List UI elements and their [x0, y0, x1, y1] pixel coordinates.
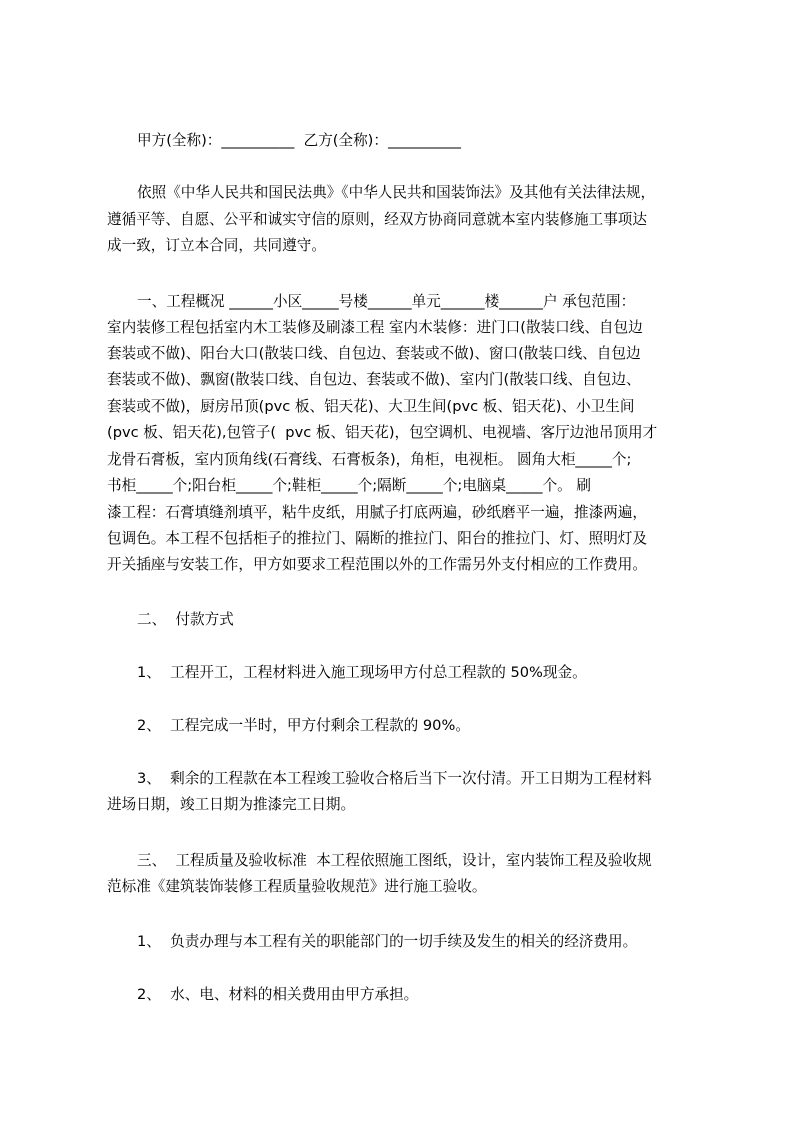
intro-line-1: 依照《中华人民共和国民法典》《中华人民共和国装饰法》及其他有关法律法规，	[137, 184, 656, 201]
section1-line-6: (pvc 板、铝天花),包管子( pvc 板、铝天花)，包空调机、电视墙、客厅边池吊顶用才	[107, 424, 658, 441]
responsibility-item-1: 1、 负责办理与本工程有关的职能部门的一切手续及发生的相关的经济费用。	[137, 933, 638, 950]
intro-line-2: 遵循平等、自愿、公平和诚实守信的原则，经双方协商同意就本室内装修施工事项达	[107, 211, 647, 228]
section1-line-3: 套装或不做)、阳台大口(散装口线、自包边、套装或不做)、窗口(散装口线、自包边	[107, 345, 641, 362]
section1-line-1: 一、工程概况 ______小区_____号楼______单元______楼______户 承包范围：	[137, 293, 636, 310]
section2-title: 二、 付款方式	[137, 611, 234, 628]
payment-item-3-line-2: 进场日期，竣工日期为推漆完工日期。	[107, 796, 356, 813]
payment-item-3-line-1: 3、 剩余的工程款在本工程竣工验收合格后当下一次付清。开工日期为工程材料	[137, 770, 652, 787]
intro-line-3: 成一致，订立本合同，共同遵守。	[107, 237, 326, 254]
section1-line-11: 开关插座与安装工作，甲方如要求工程范围以外的工作需另外支付相应的工作费用。	[107, 556, 647, 573]
parties-line: 甲方(全称)：__________ 乙方(全称)：__________	[137, 132, 461, 149]
section1-line-9: 漆工程：石膏填缝剂填平，粘牛皮纸，用腻子打底两遍，砂纸磨平一遍，推漆两遍，	[107, 504, 647, 521]
section3-line-1: 三、 工程质量及验收标准 本工程依照施工图纸，设计，室内装饰工程及验收规	[137, 852, 652, 869]
section3-line-2: 范标准《建筑装饰装修工程质量验收规范》进行施工验收。	[107, 878, 487, 895]
section1-line-2: 室内装修工程包括室内木工装修及刷漆工程 室内木装修：进门口(散装口线、自包边	[107, 319, 643, 336]
section1-line-10: 包调色。本工程不包括柜子的推拉门、隔断的推拉门、阳台的推拉门、灯、照明灯及	[107, 530, 647, 547]
responsibility-item-2: 2、 水、电、材料的相关费用由甲方承担。	[137, 986, 419, 1003]
section1-line-5: 套装或不做)，厨房吊顶(pvc 板、铝天花)、大卫生间(pvc 板、铝天花)、小卫生间	[107, 398, 635, 415]
payment-item-2: 2、 工程完成一半时，甲方付剩余工程款的 90%。	[137, 717, 470, 734]
section1-line-7: 龙骨石膏板，室内顶角线(石膏线、石膏板条)，角柜，电视柜。 圆角大柜_____个;	[107, 451, 632, 468]
section1-line-8: 书柜_____个;阳台柜_____个;鞋柜_____个;隔断_____个;电脑桌_____个。 刷	[107, 477, 592, 494]
section1-line-4: 套装或不做)、飘窗(散装口线、自包边、套装或不做)、室内门(散装口线、自包边、	[107, 371, 641, 388]
payment-item-1: 1、 工程开工，工程材料进入施工现场甲方付总工程款的 50%现金。	[137, 664, 587, 681]
